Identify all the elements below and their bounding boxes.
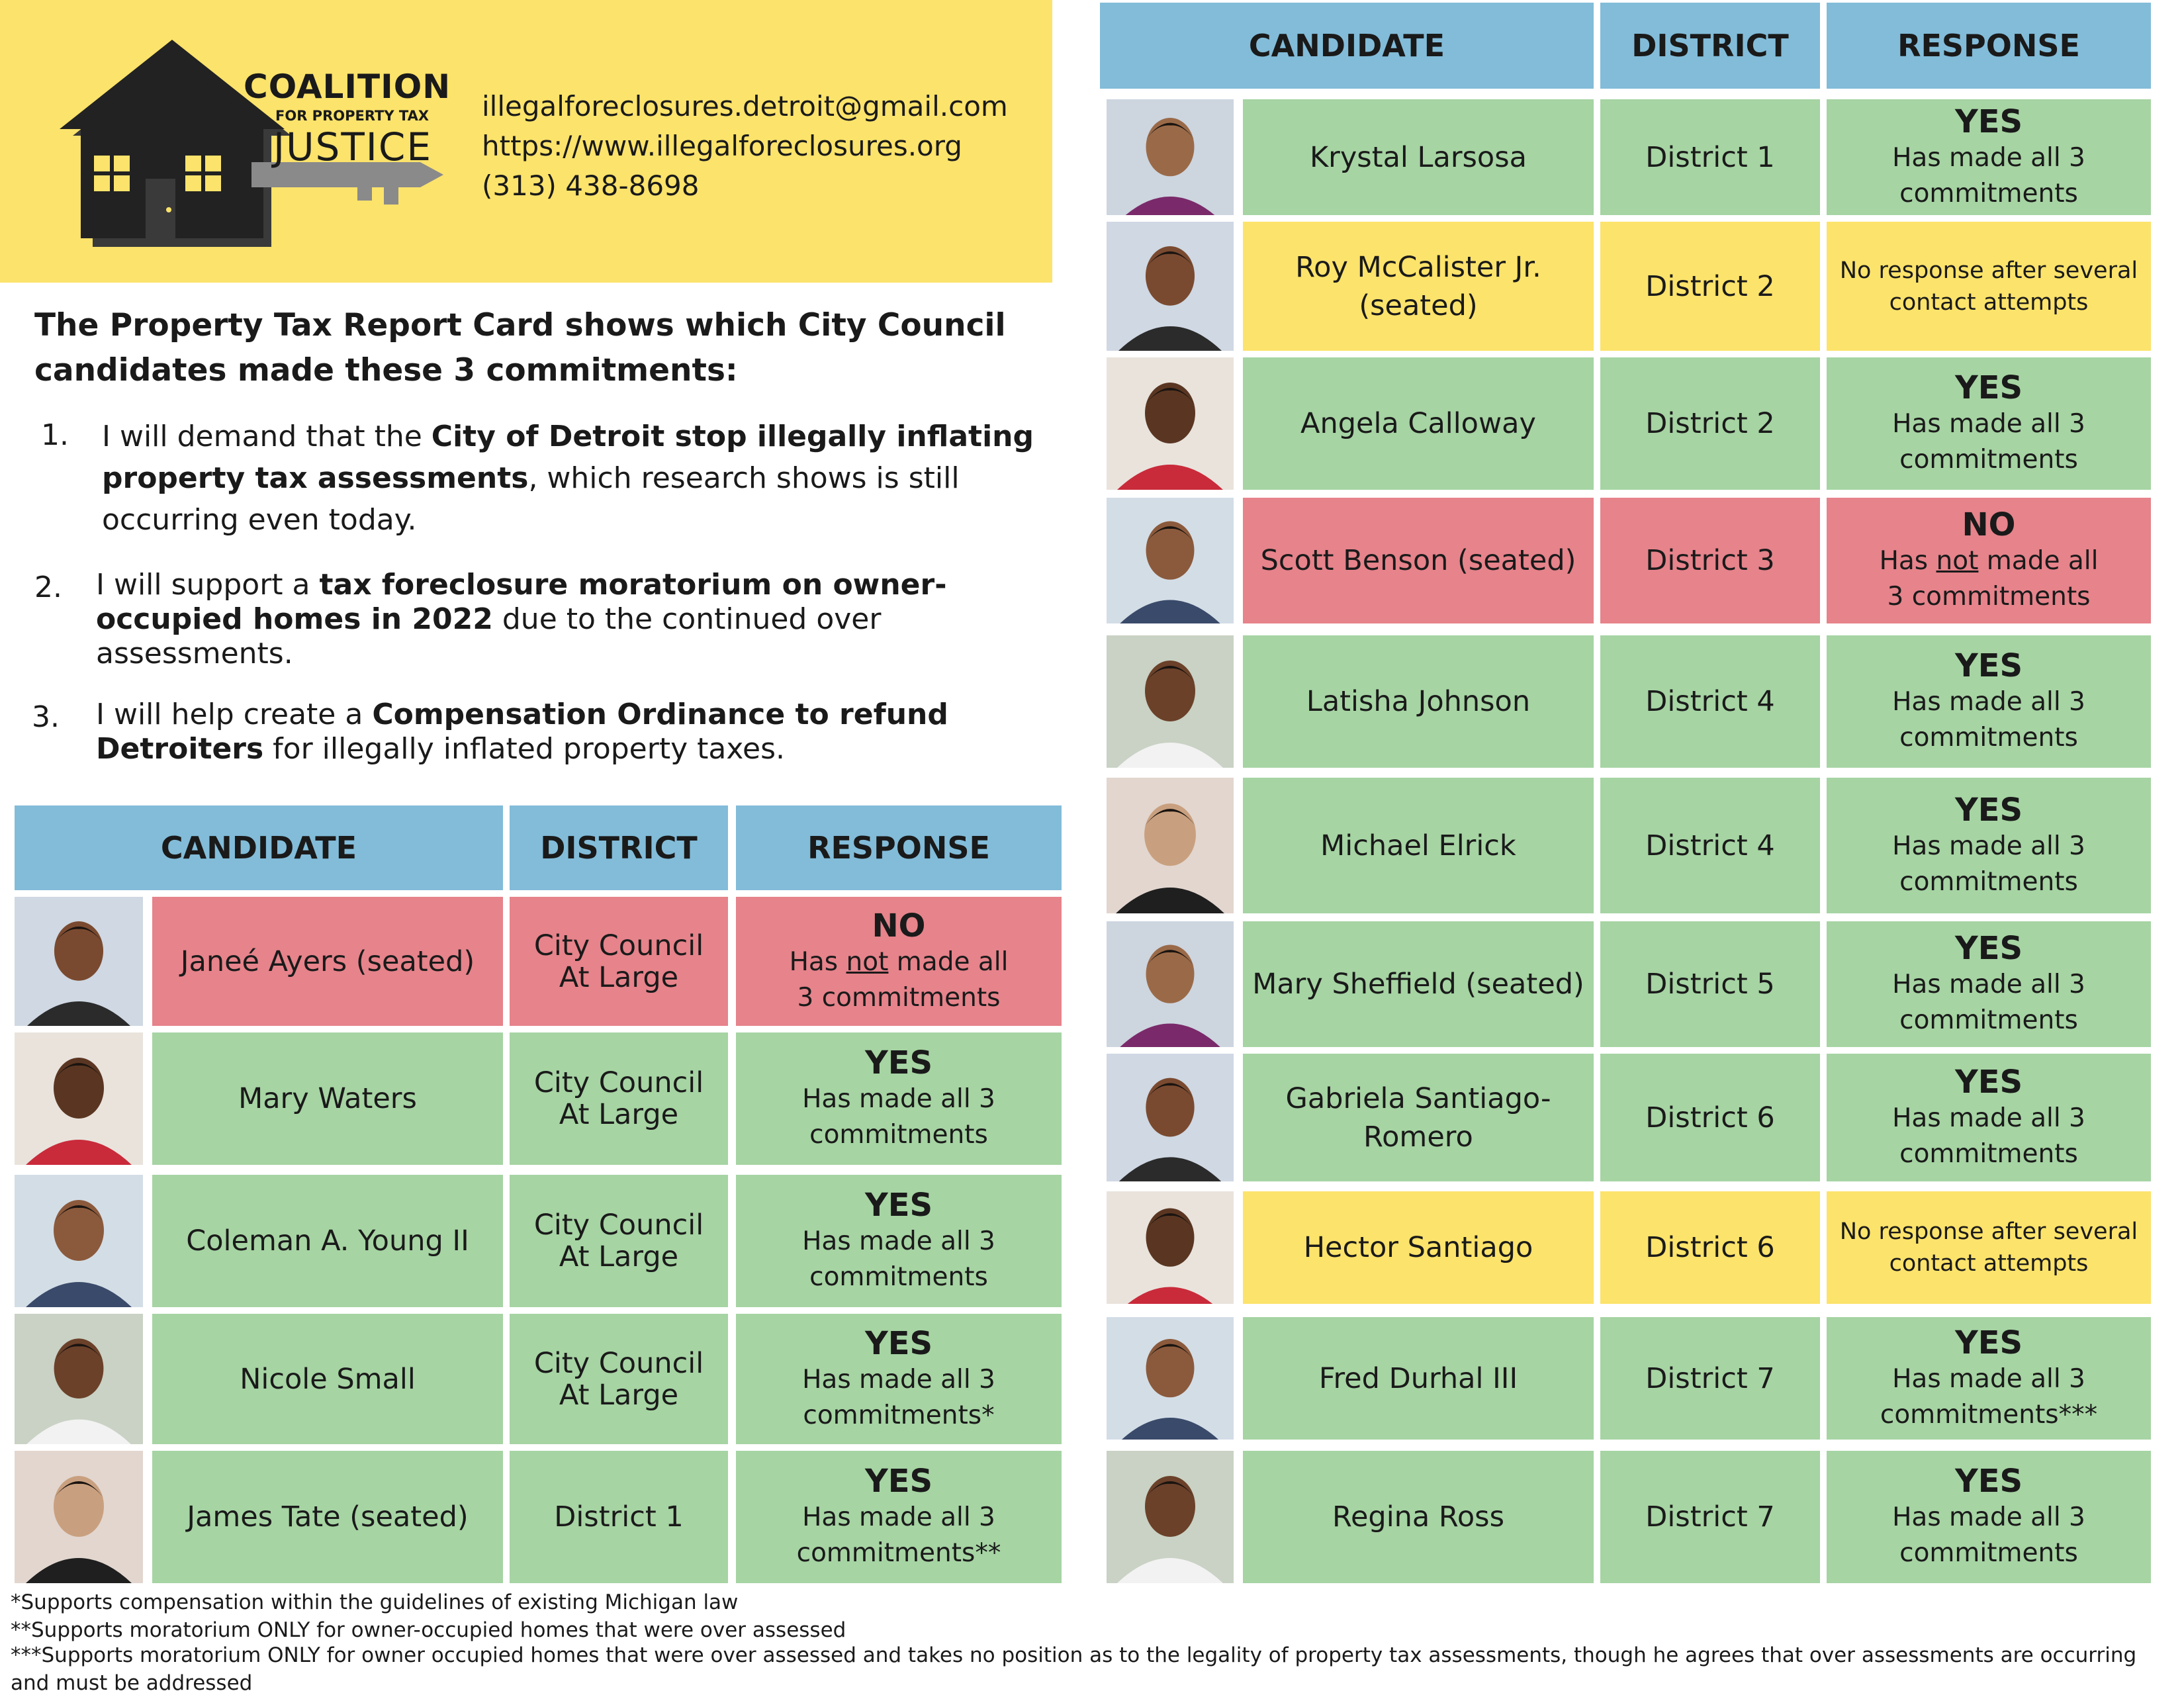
response-line-2: Has made all 3: [1892, 970, 2085, 999]
response-line-2: Has made all 3: [802, 1084, 995, 1114]
response-line-2: Has not made all: [789, 946, 1009, 977]
right-row-2-candidate-name: Roy McCalister Jr. (seated): [1243, 222, 1594, 351]
response-line-2: Has made all 3: [1892, 409, 2085, 439]
right-row-2-response: [1827, 222, 2151, 351]
commitment-1-text: I will demand that the City of Detroit stop illegally inflating property tax assessments, which research shows is still occurring even today.: [102, 420, 1034, 537]
right-row-4-district: District 3: [1600, 498, 1820, 623]
response-verdict: YES: [1954, 647, 2023, 684]
left-row-1-district: City Council At Large: [510, 897, 728, 1026]
right-row-3-candidate-photo: [1107, 357, 1234, 490]
logo-subtitle: FOR PROPERTY TAX: [275, 108, 430, 124]
right-row-1-district: District 1: [1600, 99, 1820, 215]
response-line-3: commitments: [1899, 1138, 2078, 1169]
response-verdict: YES: [864, 1187, 933, 1224]
response-verdict: YES: [864, 1463, 933, 1500]
right-row-2-district: District 2: [1600, 222, 1820, 351]
right-row-8-response: [1827, 1054, 2151, 1181]
response-verdict: YES: [864, 1324, 933, 1362]
response-line-3: commitments**: [796, 1538, 1001, 1568]
right-row-1-response: [1827, 99, 2151, 215]
response-verdict: NO: [1962, 506, 2016, 543]
response-line-2: Has made all 3: [802, 1226, 995, 1256]
left-row-3-district: City Council At Large: [510, 1175, 728, 1307]
left-header-district: DISTRICT: [510, 805, 728, 890]
right-row-9-district: District 6: [1600, 1191, 1820, 1304]
right-row-4-response: [1827, 498, 2151, 623]
footnote-3: ***Supports moratorium ONLY for owner occupied homes that were over assessed and takes no position as to the legality of property tax assessments, though he agrees that over assessments are occurring and must be addressed: [11, 1643, 2137, 1695]
response-line-3: commitments: [1899, 1538, 2078, 1568]
org-header: [0, 0, 1052, 283]
right-row-10-candidate-name: Fred Durhal III: [1243, 1317, 1594, 1440]
left-row-4-candidate-photo: [15, 1314, 143, 1444]
response-verdict: YES: [1954, 1463, 2023, 1500]
left-row-1-candidate-name: Janeé Ayers (seated): [152, 897, 503, 1026]
left-row-4-response: [736, 1314, 1062, 1444]
contact-phone: (313) 438-8698: [482, 169, 700, 202]
left-row-4-candidate-name: Nicole Small: [152, 1314, 503, 1444]
response-line-2: Has made all 3: [1892, 1502, 2085, 1532]
response-line-2: No response after several: [1839, 257, 2138, 284]
response-line-3: commitments: [1899, 1005, 2078, 1035]
left-row-1-response: [736, 897, 1062, 1026]
right-row-3-district: District 2: [1600, 357, 1820, 490]
left-row-5-candidate-photo: [15, 1451, 143, 1583]
right-row-4-candidate-name: Scott Benson (seated): [1243, 498, 1594, 623]
response-verdict: YES: [1954, 1063, 2023, 1101]
response-line-3: contact attempts: [1889, 289, 2089, 316]
response-line-3: contact attempts: [1889, 1250, 2089, 1277]
right-row-9-response: [1827, 1191, 2151, 1304]
right-row-1-candidate-photo: [1107, 99, 1234, 215]
right-row-3-candidate-name: Angela Calloway: [1243, 357, 1594, 490]
right-row-11-candidate-photo: [1107, 1451, 1234, 1583]
response-line-3: commitments: [1899, 445, 2078, 475]
right-row-10-district: District 7: [1600, 1317, 1820, 1440]
left-row-2-response: [736, 1032, 1062, 1165]
right-row-11-candidate-name: Regina Ross: [1243, 1451, 1594, 1583]
right-row-2-candidate-photo: [1107, 222, 1234, 351]
response-line-2: Has made all 3: [1892, 687, 2085, 717]
left-row-5-district: District 1: [510, 1451, 728, 1583]
right-row-8-candidate-name: Gabriela Santiago-Romero: [1243, 1054, 1594, 1181]
response-line-2: Has made all 3: [1892, 1103, 2085, 1133]
right-row-5-response: [1827, 635, 2151, 768]
right-row-6-response: [1827, 778, 2151, 913]
left-row-4-district: City Council At Large: [510, 1314, 728, 1444]
right-row-1-candidate-name: Krystal Larsosa: [1243, 99, 1594, 215]
commitment-2-text: I will support a tax foreclosure moratorium on owner-occupied homes in 2022 due to the continued over assessments.: [96, 568, 947, 670]
response-verdict: YES: [1954, 369, 2023, 406]
response-line-2: No response after several: [1839, 1218, 2138, 1245]
left-row-3-candidate-name: Coleman A. Young II: [152, 1175, 503, 1307]
response-line-3: commitments***: [1880, 1399, 2098, 1430]
response-verdict: YES: [1954, 791, 2023, 829]
right-row-10-candidate-photo: [1107, 1317, 1234, 1440]
left-row-1-candidate-photo: [15, 897, 143, 1026]
right-row-7-district: District 5: [1600, 921, 1820, 1047]
response-line-3: commitments*: [803, 1400, 995, 1430]
right-row-5-district: District 4: [1600, 635, 1820, 768]
response-verdict: YES: [1954, 1324, 2023, 1361]
right-row-5-candidate-photo: [1107, 635, 1234, 768]
response-line-2: Has made all 3: [1892, 831, 2085, 861]
left-row-3-response: [736, 1175, 1062, 1307]
commitment-1-number: 1.: [41, 418, 69, 452]
right-row-6-candidate-name: Michael Elrick: [1243, 778, 1594, 913]
response-line-3: commitments: [809, 1120, 988, 1150]
right-row-7-response: [1827, 921, 2151, 1047]
right-row-11-district: District 7: [1600, 1451, 1820, 1583]
response-line-2: Has made all 3: [1892, 1363, 2085, 1394]
right-header-district: DISTRICT: [1600, 3, 1820, 89]
response-verdict: NO: [872, 907, 926, 944]
right-row-6-candidate-photo: [1107, 778, 1234, 913]
left-header-response: RESPONSE: [736, 805, 1062, 890]
response-line-2: Has made all 3: [802, 1502, 995, 1532]
right-header-response: RESPONSE: [1827, 3, 2151, 89]
response-line-2: Has not made all: [1879, 546, 2099, 576]
left-row-2-candidate-photo: [15, 1032, 143, 1165]
response-line-2: Has made all 3: [802, 1364, 995, 1395]
right-row-8-candidate-photo: [1107, 1054, 1234, 1181]
left-row-2-candidate-name: Mary Waters: [152, 1032, 503, 1165]
right-row-7-candidate-photo: [1107, 921, 1234, 1047]
left-row-5-candidate-name: James Tate (seated): [152, 1451, 503, 1583]
left-header-candidate: CANDIDATE: [15, 805, 503, 890]
response-line-3: commitments: [1899, 866, 2078, 897]
right-header-candidate: CANDIDATE: [1100, 3, 1594, 89]
right-row-6-district: District 4: [1600, 778, 1820, 913]
response-verdict: YES: [1954, 103, 2023, 140]
right-row-9-candidate-name: Hector Santiago: [1243, 1191, 1594, 1304]
right-row-4-candidate-photo: [1107, 498, 1234, 623]
contact-email[interactable]: illegalforeclosures.detroit@gmail.com: [482, 90, 1008, 122]
right-row-5-candidate-name: Latisha Johnson: [1243, 635, 1594, 768]
logo-justice: JUSTICE: [273, 124, 433, 169]
right-row-10-response: [1827, 1317, 2151, 1440]
footnote-2: **Supports moratorium ONLY for owner-occupied homes that were over assessed: [11, 1618, 846, 1642]
right-row-3-response: [1827, 357, 2151, 490]
response-verdict: YES: [864, 1044, 933, 1081]
commitment-3-text: I will help create a Compensation Ordinance to refund Detroiters for illegally inflated property taxes.: [96, 698, 948, 766]
contact-website[interactable]: https://www.illegalforeclosures.org: [482, 130, 962, 162]
response-line-3: 3 commitments: [1887, 582, 2091, 612]
right-row-11-response: [1827, 1451, 2151, 1583]
footnote-1: *Supports compensation within the guidelines of existing Michigan law: [11, 1590, 739, 1614]
intro-heading: The Property Tax Report Card shows which City Council candidates made these 3 commitments:: [34, 307, 1006, 389]
response-line-2: Has made all 3: [1892, 142, 2085, 173]
left-row-2-district: City Council At Large: [510, 1032, 728, 1165]
left-row-3-candidate-photo: [15, 1175, 143, 1307]
right-row-9-candidate-photo: [1107, 1191, 1234, 1304]
commitment-2-number: 2.: [34, 571, 62, 604]
left-row-5-response: [736, 1451, 1062, 1583]
response-line-3: commitments: [809, 1262, 988, 1292]
response-verdict: YES: [1954, 930, 2023, 967]
response-line-3: 3 commitments: [797, 982, 1001, 1013]
response-line-3: commitments: [1899, 178, 2078, 208]
logo-title: COALITION: [244, 68, 451, 106]
commitment-3-number: 3.: [32, 700, 60, 734]
response-line-3: commitments: [1899, 723, 2078, 753]
right-row-8-district: District 6: [1600, 1054, 1820, 1181]
right-row-7-candidate-name: Mary Sheffield (seated): [1243, 921, 1594, 1047]
